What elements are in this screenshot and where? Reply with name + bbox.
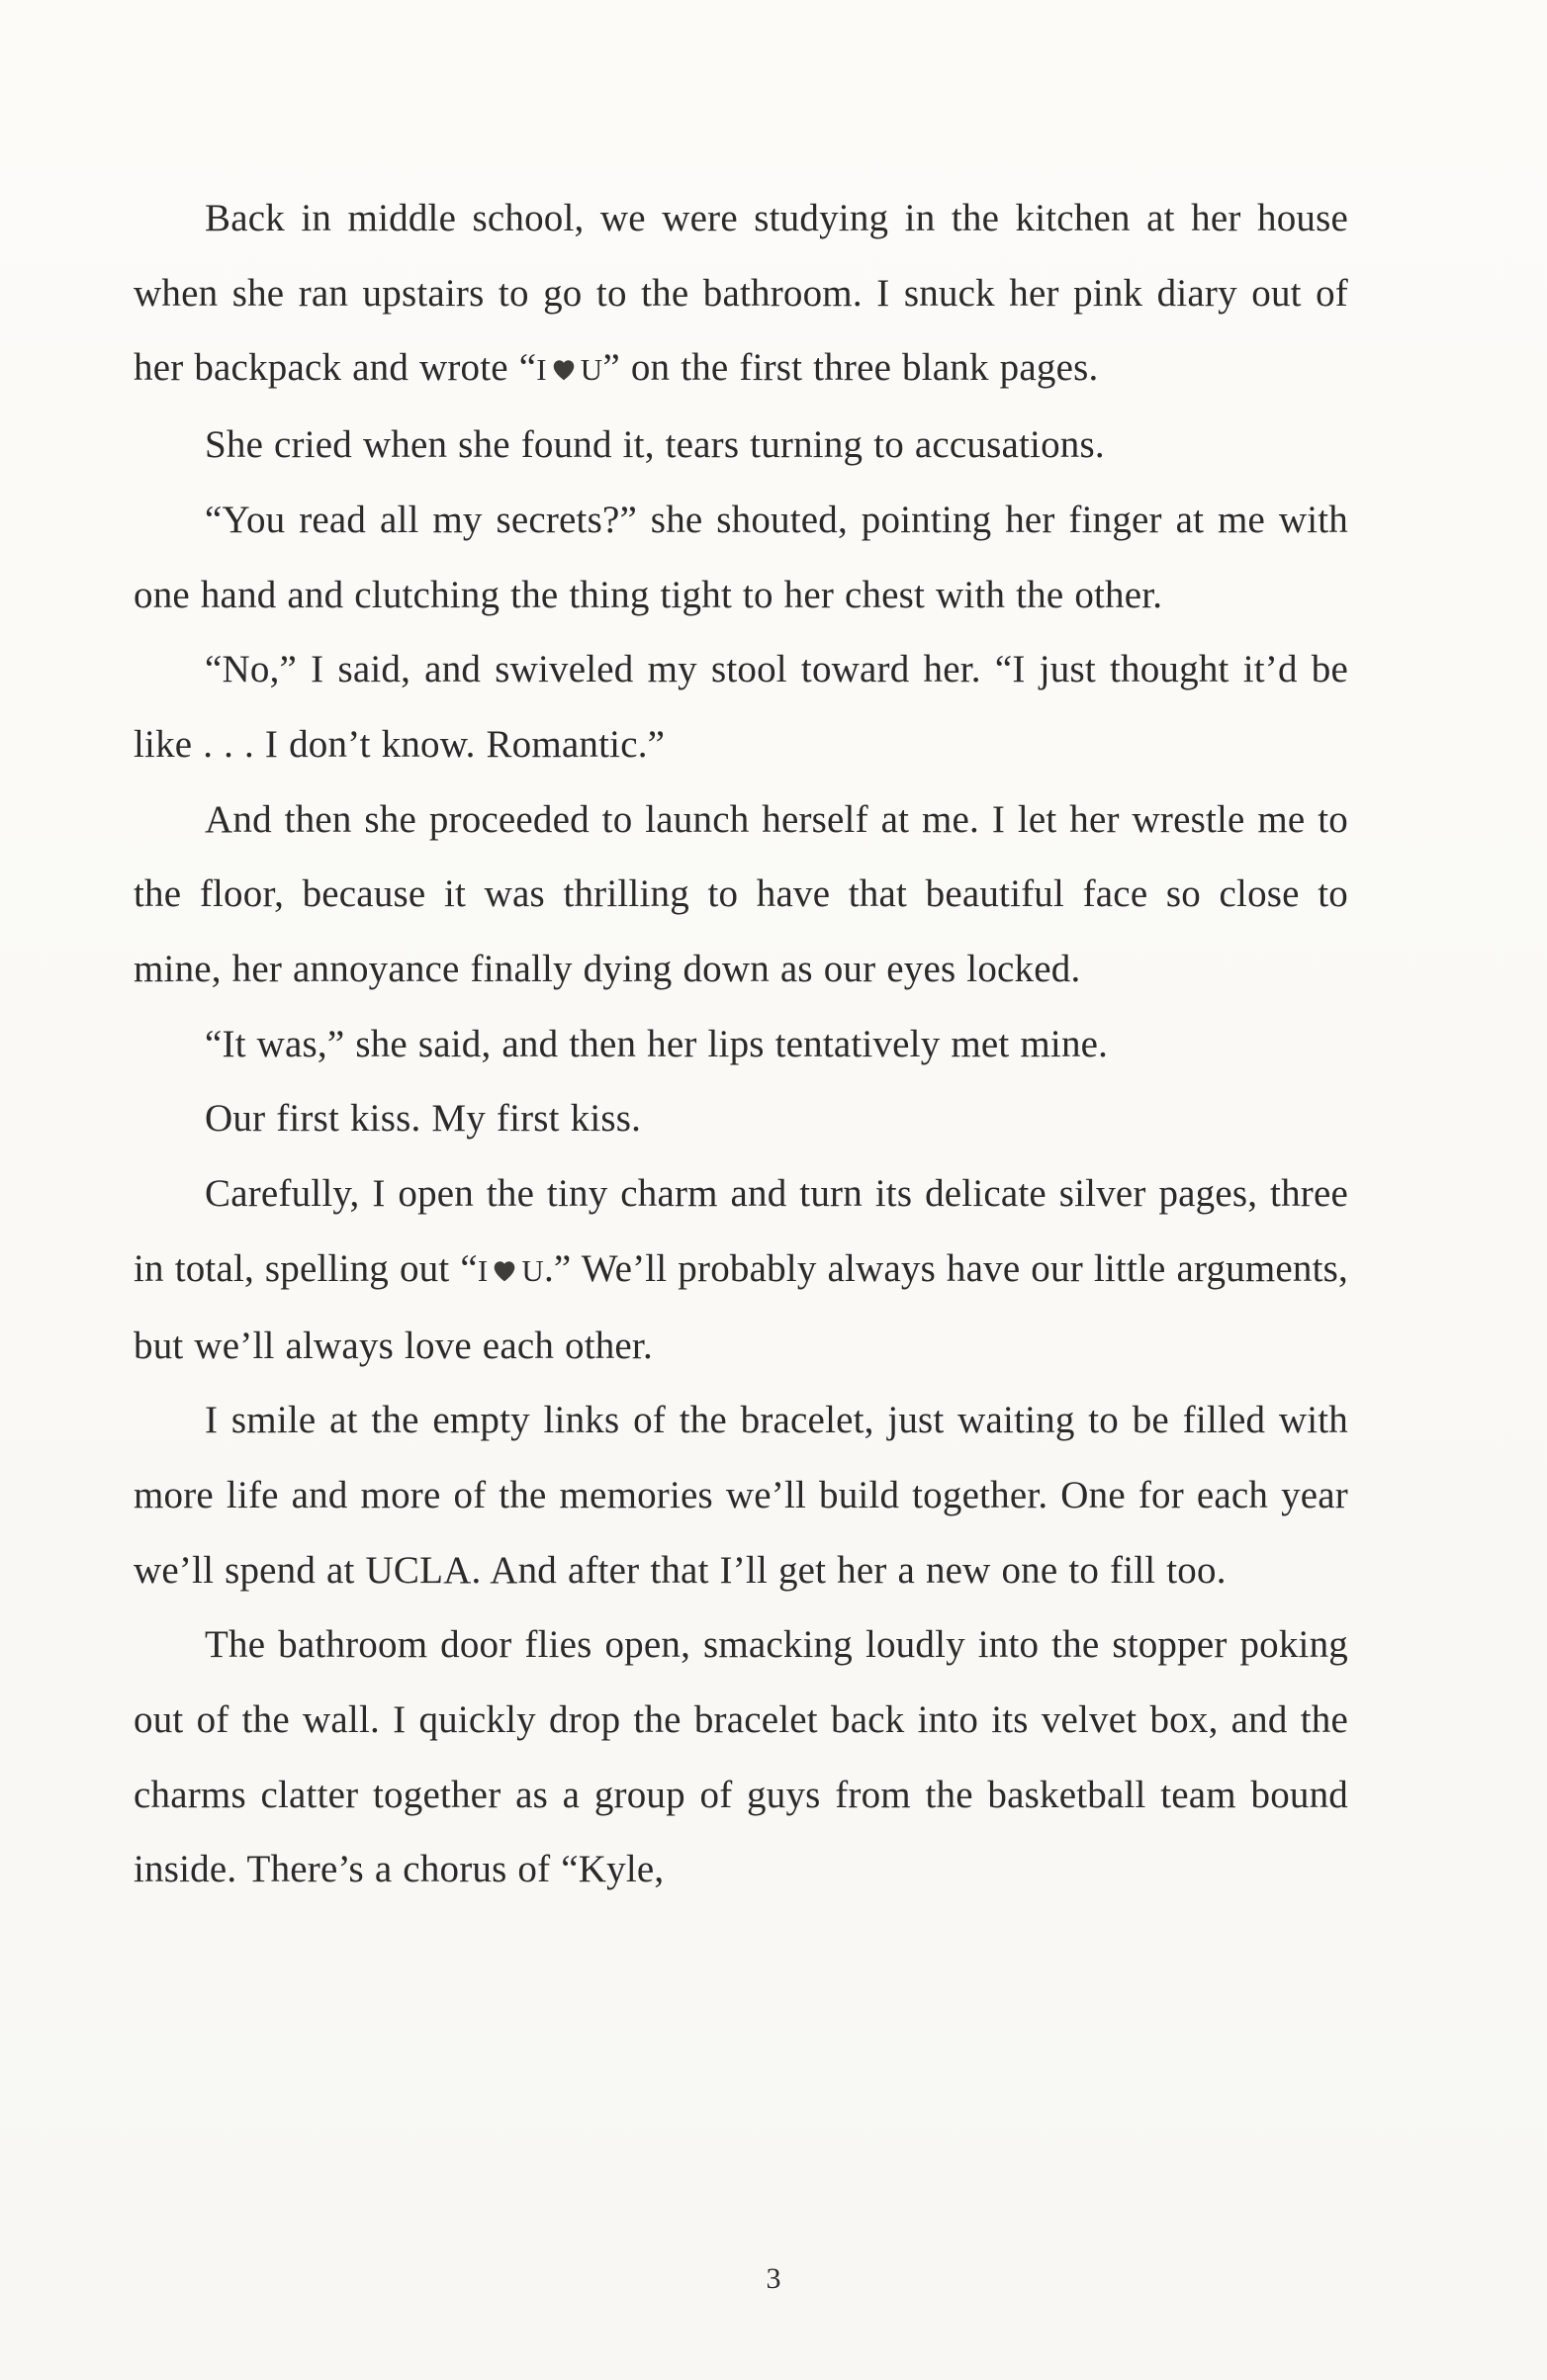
text-run: Back in middle school, we were studying in the kitchen at her house when she ran upstairs to go to the bathroom. I snuck her pink diary out of her backpack and wrote “ — [134, 197, 1348, 390]
paragraph — [134, 1156, 1348, 1383]
paragraph — [134, 782, 1348, 1007]
small-caps-letter: U — [580, 352, 603, 388]
body-text — [134, 181, 1348, 1907]
small-caps-letter: I — [477, 1252, 489, 1288]
text-run: She cried when she found it, tears turning to accusations. — [205, 423, 1105, 467]
paragraph — [134, 408, 1348, 483]
paragraph — [134, 181, 1348, 408]
paragraph — [134, 1607, 1348, 1907]
text-run: And then she proceeded to launch herself at me. I let her wrestle me to the floor, because it was thrilling to have that beautiful face so close to mine, her annoyance finally dying down as our eyes locked. — [134, 797, 1348, 991]
text-run: Our first kiss. My first kiss. — [205, 1097, 642, 1141]
paragraph — [134, 1383, 1348, 1607]
text-run: “No,” I said, and swiveled my stool toward her. “I just thought it’d be like . . . I don’t know. Romantic.” — [134, 648, 1348, 766]
page-number: 3 — [766, 2262, 781, 2295]
heart-icon — [551, 357, 577, 383]
text-run: Carefully, I open the tiny charm and turn its delicate silver pages, three in total, spelling out “ — [134, 1172, 1348, 1290]
text-run: The bathroom door flies open, smacking loudly into the stopper poking out of the wall. I quickly drop the bracelet back into its velvet box, and the charms clatter together as a group of guys from the basketball team bound inside. There’s a chorus of “Kyle, — [134, 1623, 1348, 1891]
text-run: .” We’ll probably always have our little arguments, but we’ll always love each other. — [134, 1246, 1348, 1367]
text-run: ” on the first three blank pages. — [602, 346, 1099, 390]
text-run: I smile at the empty links of the bracelet, just waiting to be filled with more life and more of the memories we’ll build together. One for each year we’ll spend at UCLA. And after that I’ll get her a new one to fill too. — [134, 1399, 1348, 1592]
paragraph — [134, 1081, 1348, 1156]
paragraph — [134, 483, 1348, 632]
text-run: “It was,” she said, and then her lips tentatively met mine. — [205, 1022, 1109, 1065]
small-caps-letter: I — [536, 352, 547, 388]
paragraph — [134, 1007, 1348, 1082]
small-caps-letter: U — [521, 1252, 544, 1288]
paragraph — [134, 632, 1348, 781]
text-run: “You read all my secrets?” she shouted, pointing her finger at me with one hand and clutching the thing tight to her chest with the other. — [134, 498, 1348, 616]
heart-icon — [492, 1258, 517, 1284]
